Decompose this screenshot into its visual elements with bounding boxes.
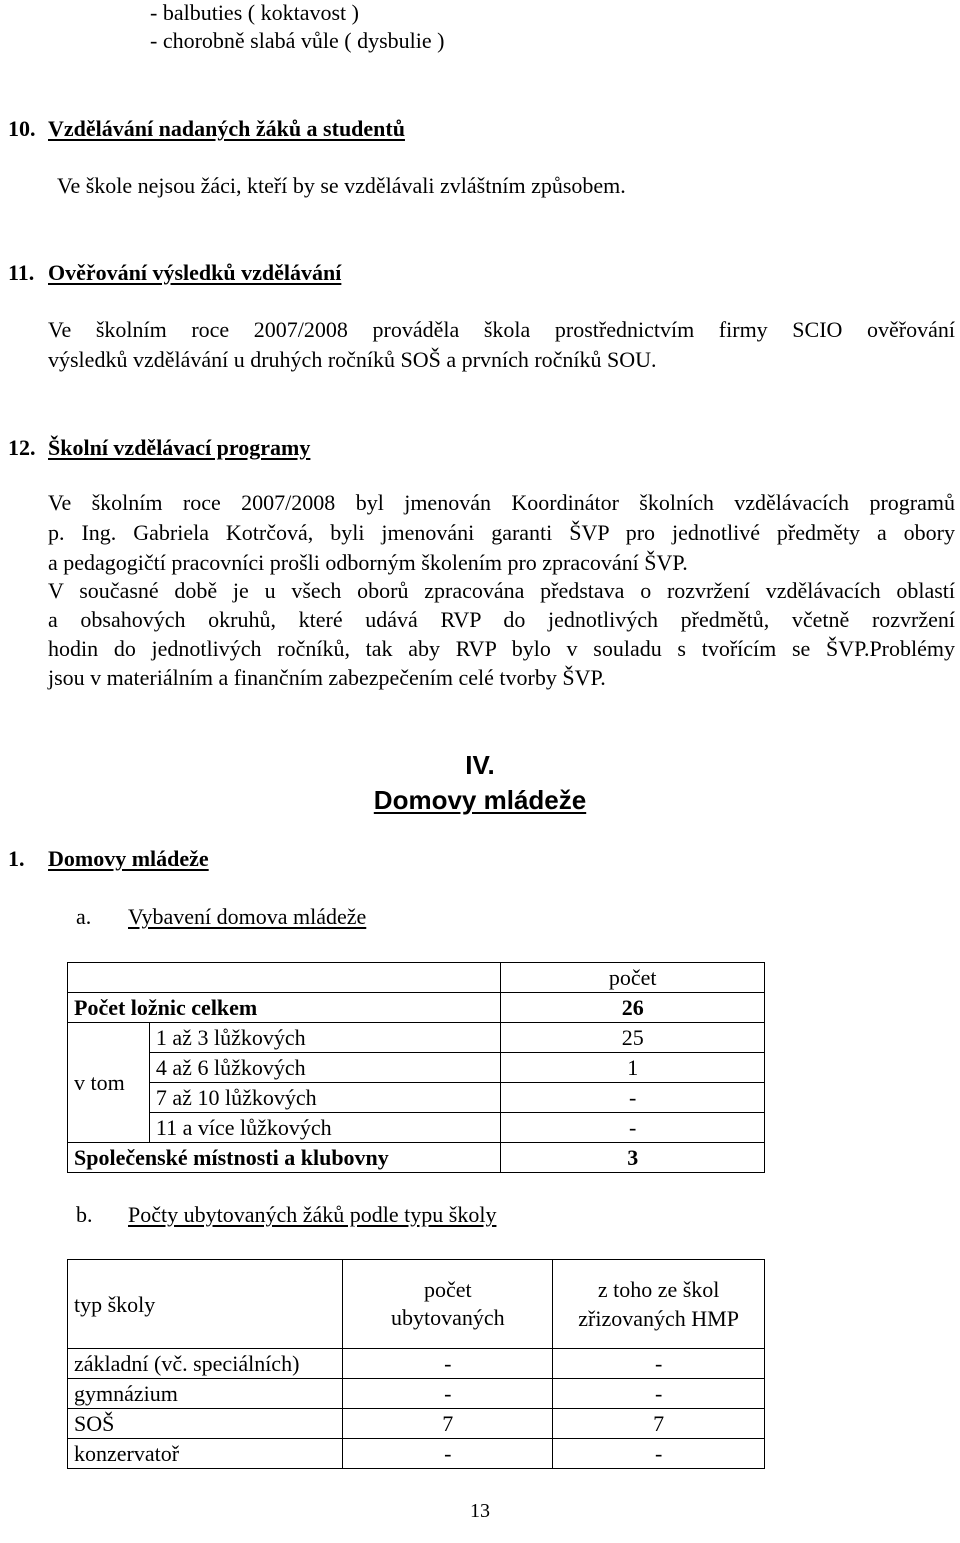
section-12-line-4: V současné době je u všech oborů zpracována představa o rozvržení vzdělávacích oblastí — [48, 578, 955, 603]
table-cell-school: gymnázium — [68, 1379, 343, 1409]
subsection-b-title: Počty ubytovaných žáků podle typu školy — [128, 1202, 497, 1227]
page-number: 13 — [470, 1500, 490, 1522]
section-12-line-5: a obsahových okruhů, které udává RVP do jednotlivých předmětů, včetně rozvržení — [48, 607, 955, 632]
chapter-title: Domovy mládeže — [373, 785, 587, 815]
table-row-value: - — [501, 1083, 765, 1113]
table-cell-count: 7 — [343, 1409, 553, 1439]
section-11-line-1: Ve školním roce 2007/2008 prováděla škola prostřednictvím firmy SCIO ověřování — [48, 317, 955, 342]
subsection-1-title: Domovy mládeže — [48, 846, 209, 871]
section-12-title: Školní vzdělávací programy — [48, 435, 311, 460]
section-10-number: 10. — [8, 116, 36, 141]
table-row-label: 11 a více lůžkových — [149, 1113, 500, 1143]
subsection-a-title: Vybavení domova mládeže — [128, 904, 367, 929]
table-row-value: 1 — [501, 1053, 765, 1083]
table-cell — [68, 963, 501, 993]
accommodated-students-table — [67, 1259, 765, 1469]
table-social-value: 3 — [501, 1143, 765, 1173]
table-row — [68, 1409, 765, 1439]
table-cell-count: - — [343, 1379, 553, 1409]
table-cell-school: konzervatoř — [68, 1439, 343, 1469]
table-row — [68, 993, 765, 1023]
table-cell-hmp: - — [553, 1349, 765, 1379]
table-row — [68, 1113, 765, 1143]
table-cell-hmp: - — [553, 1379, 765, 1409]
section-12-line-6: hodin do jednotlivých ročníků, tak aby RVP bylo v souladu s tvořícím se ŠVP.Problémy — [48, 636, 955, 661]
table-cell-school: SOŠ — [68, 1409, 343, 1439]
table-row — [68, 1439, 765, 1469]
section-12-line-7: jsou v materiálním a finančním zabezpečením celé tvorby ŠVP. — [48, 665, 606, 690]
table-row — [68, 1083, 765, 1113]
table-row — [68, 1260, 765, 1349]
table-header-count: počet — [501, 963, 765, 993]
subsection-1-number: 1. — [8, 846, 25, 871]
table-row — [68, 1023, 765, 1053]
table-header-accommodated: počet ubytovaných — [343, 1260, 553, 1349]
table-header-school-type: typ školy — [68, 1260, 343, 1349]
table-cell-school: základní (vč. speciálních) — [68, 1349, 343, 1379]
section-12-line-2: p. Ing. Gabriela Kotrčová, byli jmenováni garanti ŠVP pro jednotlivé předměty a obory — [48, 520, 955, 545]
section-12-line-3: a pedagogičtí pracovníci prošli odborným školením pro zpracování ŠVP. — [48, 550, 688, 575]
table-row-value: 25 — [501, 1023, 765, 1053]
table-row-value: - — [501, 1113, 765, 1143]
section-11-title: Ověřování výsledků vzdělávání — [48, 260, 342, 285]
list-item-balbuties: - balbuties ( koktavost ) — [150, 0, 359, 25]
subsection-b-letter: b. — [76, 1202, 93, 1227]
table-row — [68, 1053, 765, 1083]
table-cell-hmp: 7 — [553, 1409, 765, 1439]
dormitory-equipment-table — [67, 962, 765, 1173]
table-row-label: 1 až 3 lůžkových — [149, 1023, 500, 1053]
subsection-a-letter: a. — [76, 904, 92, 929]
table-total-value: 26 — [501, 993, 765, 1023]
table-social-label: Společenské místnosti a klubovny — [68, 1143, 501, 1173]
section-10-text: Ve škole nejsou žáci, kteří by se vzdělávali zvláštním způsobem. — [57, 173, 626, 198]
table-group-label: v tom — [68, 1023, 150, 1143]
section-12-number: 12. — [8, 435, 36, 460]
section-10-title: Vzdělávání nadaných žáků a studentů — [48, 116, 405, 141]
section-11-number: 11. — [8, 260, 35, 285]
chapter-number: IV. — [465, 750, 495, 780]
section-12-line-1: Ve školním roce 2007/2008 byl jmenován Koordinátor školních vzdělávacích programů — [48, 490, 955, 515]
table-row-label: 7 až 10 lůžkových — [149, 1083, 500, 1113]
list-item-dysbulie: - chorobně slabá vůle ( dysbulie ) — [150, 28, 445, 53]
table-row — [68, 1349, 765, 1379]
table-row — [68, 1379, 765, 1409]
table-row — [68, 963, 765, 993]
table-total-label: Počet ložnic celkem — [68, 993, 501, 1023]
table-cell-count: - — [343, 1349, 553, 1379]
table-header-hmp: z toho ze škol zřizovaných HMP — [553, 1260, 765, 1349]
table-row-label: 4 až 6 lůžkových — [149, 1053, 500, 1083]
table-row — [68, 1143, 765, 1173]
table-cell-count: - — [343, 1439, 553, 1469]
section-11-line-2: výsledků vzdělávání u druhých ročníků SOŠ a prvních ročníků SOU. — [48, 347, 657, 372]
table-cell-hmp: - — [553, 1439, 765, 1469]
